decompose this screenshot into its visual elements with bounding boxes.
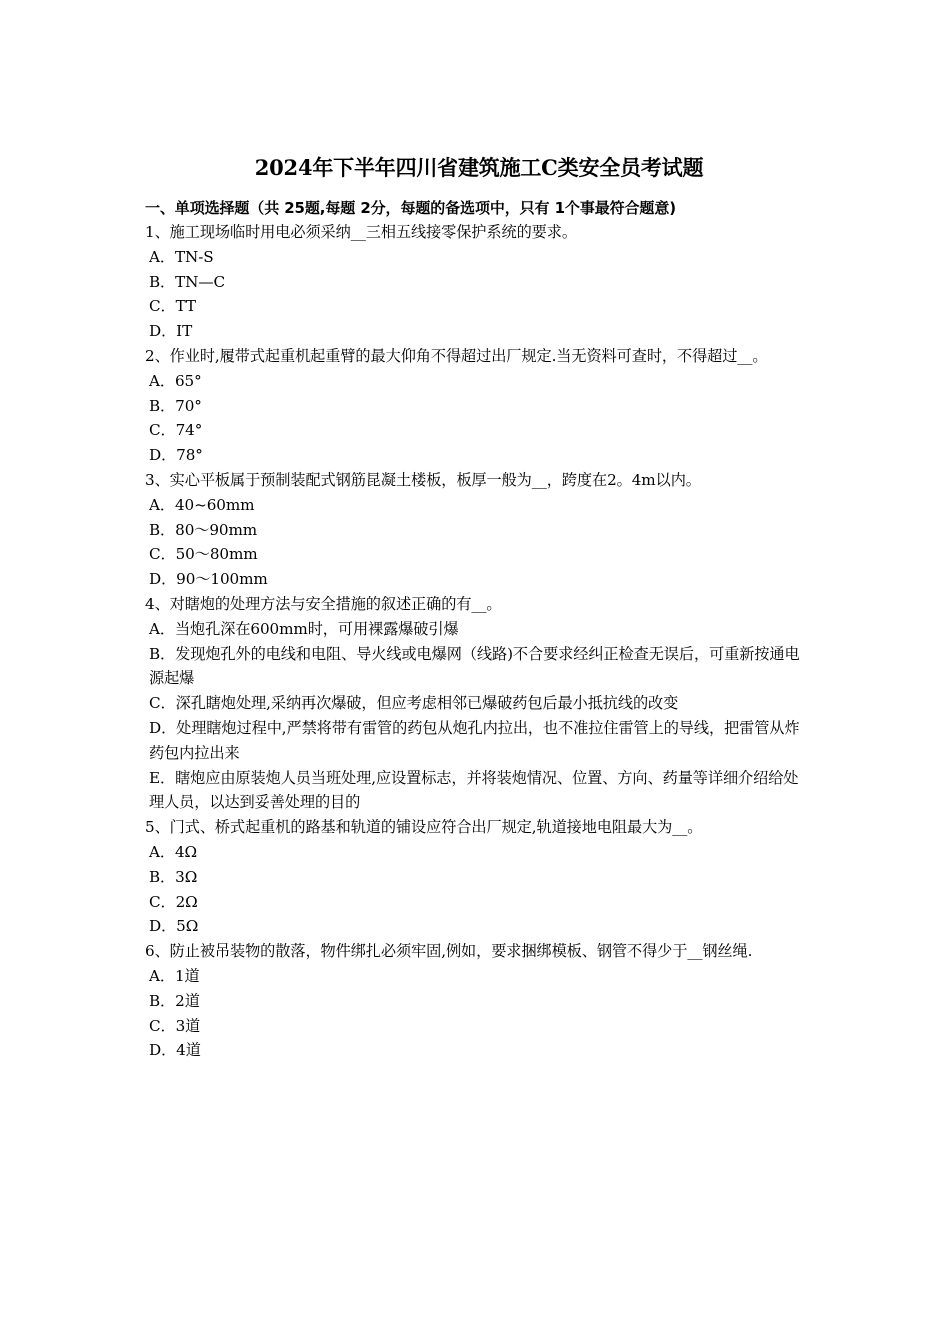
question-text: 6、防止被吊装物的散落，物件绑扎必须牢固,例如，要求捆绑模板、钢管不得少于__钢丝绳.	[145, 942, 753, 961]
option-label: B．	[149, 272, 176, 291]
option-text: 1道	[174, 966, 200, 985]
question-1	[145, 220, 813, 344]
question-3	[145, 468, 813, 592]
option-c	[145, 691, 813, 716]
question-6	[145, 939, 813, 1063]
document-title: 2024年下半年四川省建筑施工C类安全员考试题	[254, 155, 704, 180]
option-text: 深孔瞎炮处理,采纳再次爆破，但应考虑相邻已爆破药包后最小抵抗线的改变	[175, 694, 679, 713]
option-label: D．	[149, 446, 177, 465]
option-b	[145, 989, 813, 1014]
option-a	[145, 617, 813, 642]
question-text: 3、实心平板属于预制装配式钢筋昆凝土楼板，板厚一般为__，跨度在2。4m以内。	[145, 470, 701, 489]
option-d	[145, 1038, 813, 1063]
option-e	[145, 766, 813, 816]
option-text: 发现炮孔外的电线和电阻、导火线或电爆网（线路)不合要求经纠正检查无误后，可重新按通电源起爆	[149, 644, 800, 688]
option-label: D．	[149, 1041, 177, 1060]
option-text: 处理瞎炮过程中,严禁将带有雷管的药包从炮孔内拉出，也不准拉住雷管上的导线，把雷管从炸药包内拉出来	[149, 718, 800, 762]
option-c	[145, 418, 813, 443]
option-text: 3道	[175, 1016, 201, 1035]
option-text: 当炮孔深在600mm时，可用裸露爆破引爆	[174, 619, 459, 638]
option-text: 78°	[176, 446, 203, 465]
option-c	[145, 542, 813, 567]
option-a	[145, 245, 813, 270]
option-text: TN—C	[175, 272, 225, 291]
option-label: C．	[149, 1016, 176, 1035]
option-c	[145, 890, 813, 915]
option-b	[145, 270, 813, 295]
option-a	[145, 369, 813, 394]
question-5	[145, 815, 813, 939]
option-label: C．	[149, 421, 176, 440]
option-label: C．	[149, 545, 176, 564]
option-d	[145, 914, 813, 939]
option-label: A．	[149, 966, 175, 985]
option-b	[145, 865, 813, 890]
option-text: 90～100mm	[176, 570, 268, 589]
option-label: B．	[149, 396, 176, 415]
option-d	[145, 319, 813, 344]
option-d	[145, 567, 813, 592]
question-4	[145, 592, 813, 815]
option-label: D．	[149, 718, 177, 737]
document-page	[145, 152, 813, 1063]
option-text: 4道	[176, 1041, 201, 1060]
option-c	[145, 1014, 813, 1039]
option-label: D．	[149, 322, 177, 341]
option-label: B．	[149, 644, 176, 663]
question-text: 1、施工现场临时用电必须采纳__三相五线接零保护系统的要求。	[145, 223, 577, 241]
option-text: 70°	[175, 396, 202, 415]
option-a	[145, 964, 813, 989]
option-label: A．	[149, 247, 175, 266]
question-text: 2、作业时,履带式起重机起重臂的最大仰角不得超过出厂规定.当无资料可查时，不得超过__。	[145, 346, 768, 365]
option-d	[145, 716, 813, 766]
option-text: 65°	[174, 371, 202, 390]
option-text: 2Ω	[175, 892, 198, 911]
option-text: 50～80mm	[175, 545, 258, 564]
option-text: 5Ω	[176, 917, 199, 936]
option-label: B．	[149, 991, 176, 1010]
question-text: 4、对瞎炮的处理方法与安全措施的叙述正确的有__。	[145, 594, 502, 613]
option-label: A．	[149, 842, 175, 861]
option-label: D．	[149, 570, 177, 589]
option-text: TT	[175, 297, 196, 316]
option-label: A．	[149, 371, 175, 390]
option-a	[145, 840, 813, 865]
option-text: 3Ω	[175, 867, 198, 886]
option-text: 瞎炮应由原装炮人员当班处理,应设置标志，并将装炮情况、位置、方向、药量等详细介绍给处理人员，以达到妥善处理的目的	[149, 768, 799, 812]
option-label: A．	[149, 495, 175, 514]
option-label: C．	[149, 892, 176, 911]
question-text: 5、门式、桥式起重机的路基和轨道的铺设应符合出厂规定,轨道接地电阻最大为__。	[145, 818, 703, 837]
option-text: 74°	[175, 421, 203, 440]
option-label: B．	[149, 867, 176, 886]
option-text: 40~60mm	[174, 495, 255, 514]
option-label: B．	[149, 520, 176, 539]
option-label: A．	[149, 619, 175, 638]
option-label: D．	[149, 917, 177, 936]
section-heading: 一、单项选择题（共 25题,每题 2分，每题的备选项中，只有 1个事最符合题意)	[145, 199, 676, 217]
option-c	[145, 294, 813, 319]
option-d	[145, 443, 813, 468]
option-b	[145, 394, 813, 419]
option-b	[145, 642, 813, 692]
option-b	[145, 518, 813, 543]
option-label: C．	[149, 694, 176, 713]
option-text: 80～90mm	[175, 520, 258, 539]
option-a	[145, 493, 813, 518]
option-text: TN-S	[174, 247, 214, 266]
option-label: E．	[149, 768, 176, 787]
option-label: C．	[149, 297, 176, 316]
question-2	[145, 344, 813, 468]
option-text: IT	[176, 322, 193, 341]
option-text: 2道	[175, 991, 200, 1010]
option-text: 4Ω	[174, 842, 198, 861]
